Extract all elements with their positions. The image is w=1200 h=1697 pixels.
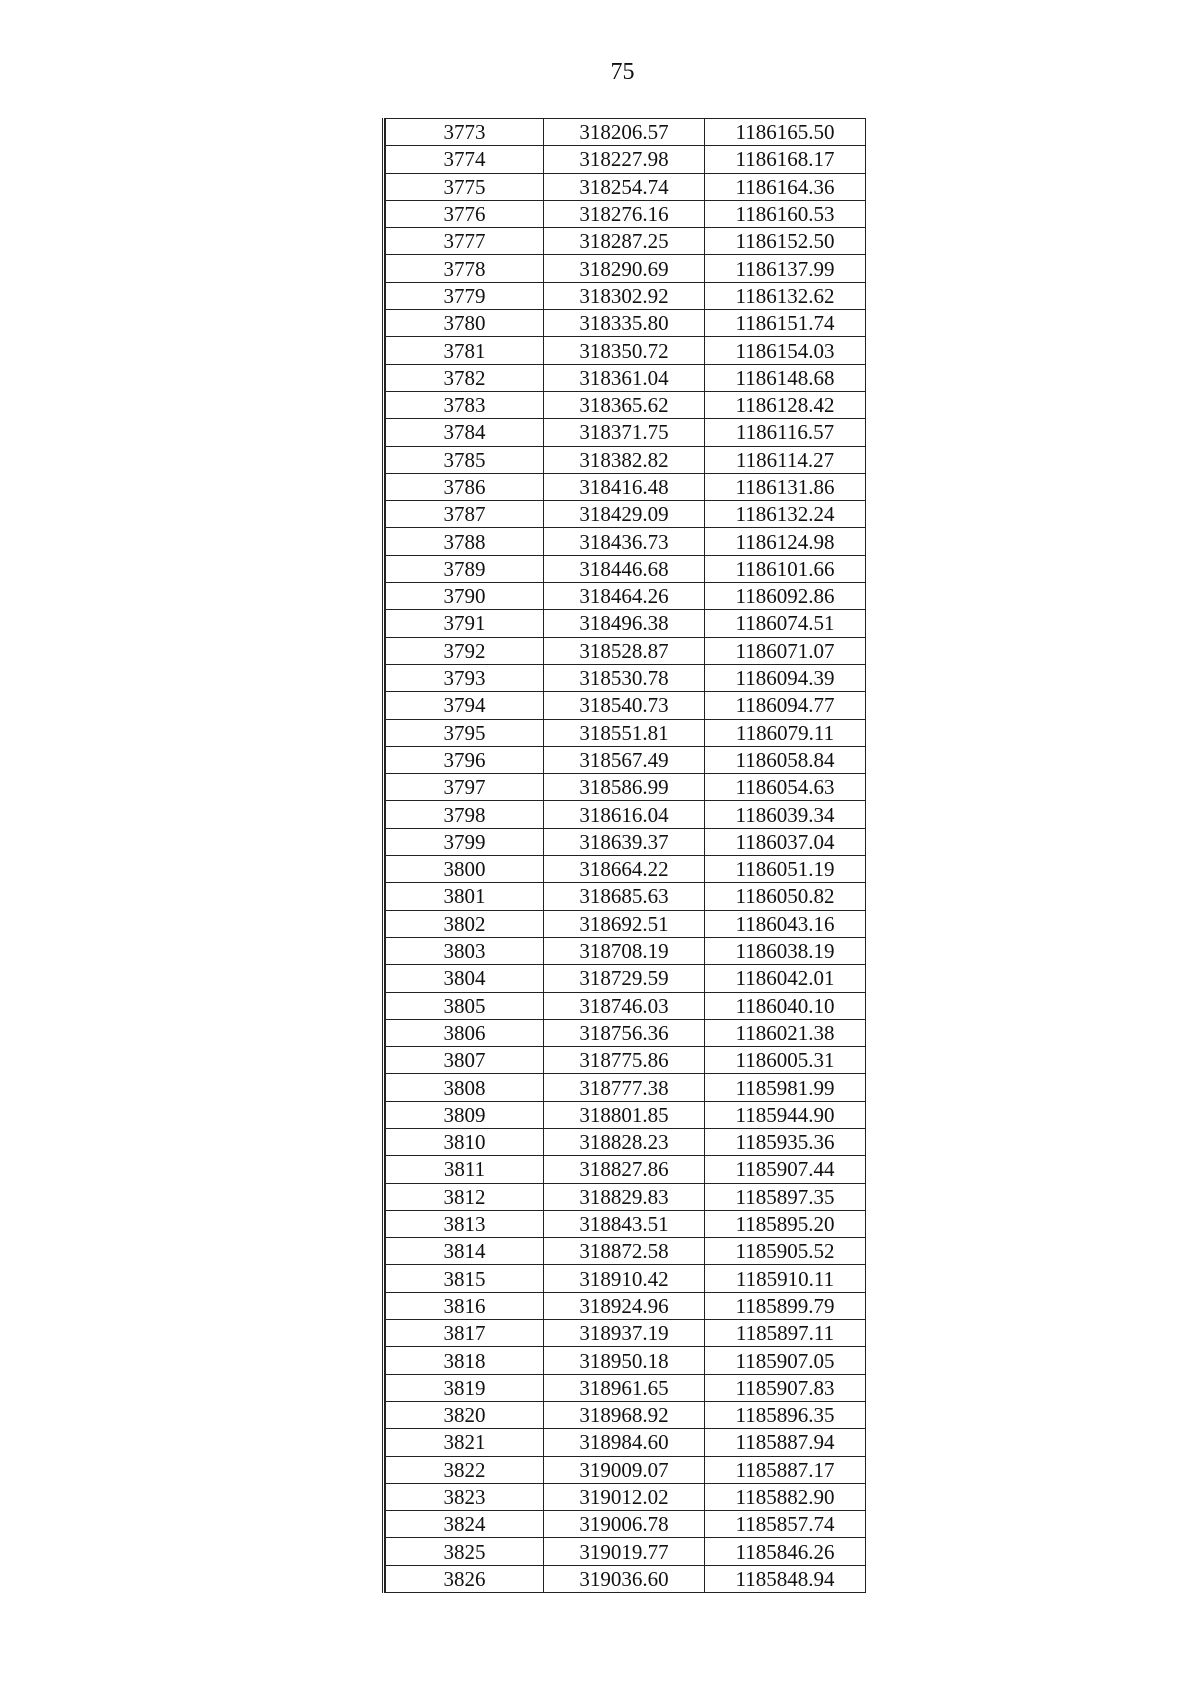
x-coordinate-cell: 318843.51 xyxy=(544,1210,705,1237)
y-coordinate-cell: 1186114.27 xyxy=(705,446,866,473)
y-coordinate-cell: 1186148.68 xyxy=(705,364,866,391)
table-row xyxy=(386,446,866,473)
x-coordinate-cell: 318961.65 xyxy=(544,1374,705,1401)
y-coordinate-cell: 1186152.50 xyxy=(705,228,866,255)
table-row xyxy=(386,1210,866,1237)
x-coordinate-cell: 318950.18 xyxy=(544,1347,705,1374)
x-coordinate-cell: 318496.38 xyxy=(544,610,705,637)
y-coordinate-cell: 1186128.42 xyxy=(705,391,866,418)
x-coordinate-cell: 318756.36 xyxy=(544,1019,705,1046)
point-number-cell: 3814 xyxy=(386,1238,544,1265)
y-coordinate-cell: 1186094.39 xyxy=(705,664,866,691)
table-row xyxy=(386,965,866,992)
point-number-cell: 3819 xyxy=(386,1374,544,1401)
y-coordinate-cell: 1185910.11 xyxy=(705,1265,866,1292)
y-coordinate-cell: 1185897.35 xyxy=(705,1183,866,1210)
y-coordinate-cell: 1186050.82 xyxy=(705,883,866,910)
table-row xyxy=(386,883,866,910)
point-number-cell: 3805 xyxy=(386,992,544,1019)
x-coordinate-cell: 318708.19 xyxy=(544,937,705,964)
table-row xyxy=(386,692,866,719)
table-row xyxy=(386,856,866,883)
y-coordinate-cell: 1185944.90 xyxy=(705,1101,866,1128)
x-coordinate-cell: 318290.69 xyxy=(544,255,705,282)
table-row xyxy=(386,1374,866,1401)
point-number-cell: 3775 xyxy=(386,173,544,200)
table-row xyxy=(386,364,866,391)
point-number-cell: 3779 xyxy=(386,282,544,309)
x-coordinate-cell: 318464.26 xyxy=(544,583,705,610)
point-number-cell: 3785 xyxy=(386,446,544,473)
point-number-cell: 3826 xyxy=(386,1565,544,1592)
point-number-cell: 3821 xyxy=(386,1429,544,1456)
point-number-cell: 3795 xyxy=(386,719,544,746)
point-number-cell: 3786 xyxy=(386,473,544,500)
x-coordinate-cell: 319019.77 xyxy=(544,1538,705,1565)
x-coordinate-cell: 318446.68 xyxy=(544,555,705,582)
x-coordinate-cell: 319036.60 xyxy=(544,1565,705,1592)
x-coordinate-cell: 318365.62 xyxy=(544,391,705,418)
x-coordinate-cell: 319006.78 xyxy=(544,1511,705,1538)
y-coordinate-cell: 1185905.52 xyxy=(705,1238,866,1265)
y-coordinate-cell: 1186054.63 xyxy=(705,774,866,801)
y-coordinate-cell: 1186042.01 xyxy=(705,965,866,992)
point-number-cell: 3774 xyxy=(386,146,544,173)
point-number-cell: 3796 xyxy=(386,746,544,773)
table-row xyxy=(386,774,866,801)
table-row xyxy=(386,310,866,337)
page-number: 75 xyxy=(610,59,635,85)
table-row xyxy=(386,1456,866,1483)
table-row xyxy=(386,501,866,528)
y-coordinate-cell: 1186137.99 xyxy=(705,255,866,282)
y-coordinate-cell: 1185907.44 xyxy=(705,1156,866,1183)
table-row xyxy=(386,828,866,855)
x-coordinate-cell: 318616.04 xyxy=(544,801,705,828)
point-number-cell: 3773 xyxy=(386,119,544,146)
x-coordinate-cell: 318429.09 xyxy=(544,501,705,528)
x-coordinate-cell: 318227.98 xyxy=(544,146,705,173)
point-number-cell: 3810 xyxy=(386,1128,544,1155)
point-number-cell: 3800 xyxy=(386,856,544,883)
table-row xyxy=(386,1128,866,1155)
y-coordinate-cell: 1186094.77 xyxy=(705,692,866,719)
x-coordinate-cell: 318350.72 xyxy=(544,337,705,364)
x-coordinate-cell: 318206.57 xyxy=(544,119,705,146)
table-row xyxy=(386,200,866,227)
y-coordinate-cell: 1185897.11 xyxy=(705,1320,866,1347)
y-coordinate-cell: 1186021.38 xyxy=(705,1019,866,1046)
table-row xyxy=(386,637,866,664)
y-coordinate-cell: 1186132.62 xyxy=(705,282,866,309)
x-coordinate-cell: 318801.85 xyxy=(544,1101,705,1128)
y-coordinate-cell: 1185907.05 xyxy=(705,1347,866,1374)
point-number-cell: 3783 xyxy=(386,391,544,418)
x-coordinate-cell: 318382.82 xyxy=(544,446,705,473)
x-coordinate-cell: 318692.51 xyxy=(544,910,705,937)
x-coordinate-cell: 318910.42 xyxy=(544,1265,705,1292)
point-number-cell: 3790 xyxy=(386,583,544,610)
point-number-cell: 3804 xyxy=(386,965,544,992)
x-coordinate-cell: 318436.73 xyxy=(544,528,705,555)
point-number-cell: 3784 xyxy=(386,419,544,446)
x-coordinate-cell: 318254.74 xyxy=(544,173,705,200)
point-number-cell: 3778 xyxy=(386,255,544,282)
y-coordinate-cell: 1185907.83 xyxy=(705,1374,866,1401)
x-coordinate-cell: 319009.07 xyxy=(544,1456,705,1483)
y-coordinate-cell: 1186039.34 xyxy=(705,801,866,828)
point-number-cell: 3813 xyxy=(386,1210,544,1237)
y-coordinate-cell: 1186154.03 xyxy=(705,337,866,364)
x-coordinate-cell: 318287.25 xyxy=(544,228,705,255)
table-row xyxy=(386,1047,866,1074)
point-number-cell: 3777 xyxy=(386,228,544,255)
point-number-cell: 3822 xyxy=(386,1456,544,1483)
y-coordinate-cell: 1185846.26 xyxy=(705,1538,866,1565)
x-coordinate-cell: 318586.99 xyxy=(544,774,705,801)
point-number-cell: 3820 xyxy=(386,1401,544,1428)
y-coordinate-cell: 1186165.50 xyxy=(705,119,866,146)
table-body xyxy=(386,119,866,1593)
x-coordinate-cell: 318302.92 xyxy=(544,282,705,309)
y-coordinate-cell: 1185857.74 xyxy=(705,1511,866,1538)
table-row xyxy=(386,992,866,1019)
table-row xyxy=(386,337,866,364)
y-coordinate-cell: 1186058.84 xyxy=(705,746,866,773)
point-number-cell: 3816 xyxy=(386,1292,544,1319)
point-number-cell: 3776 xyxy=(386,200,544,227)
point-number-cell: 3802 xyxy=(386,910,544,937)
table-row xyxy=(386,664,866,691)
x-coordinate-cell: 318729.59 xyxy=(544,965,705,992)
point-number-cell: 3801 xyxy=(386,883,544,910)
point-number-cell: 3781 xyxy=(386,337,544,364)
x-coordinate-cell: 318530.78 xyxy=(544,664,705,691)
table-row xyxy=(386,910,866,937)
x-coordinate-cell: 318777.38 xyxy=(544,1074,705,1101)
coordinate-table xyxy=(385,118,866,1593)
point-number-cell: 3806 xyxy=(386,1019,544,1046)
point-number-cell: 3788 xyxy=(386,528,544,555)
y-coordinate-cell: 1186168.17 xyxy=(705,146,866,173)
x-coordinate-cell: 318528.87 xyxy=(544,637,705,664)
point-number-cell: 3807 xyxy=(386,1047,544,1074)
point-number-cell: 3812 xyxy=(386,1183,544,1210)
point-number-cell: 3823 xyxy=(386,1483,544,1510)
table-row xyxy=(386,1265,866,1292)
x-coordinate-cell: 318829.83 xyxy=(544,1183,705,1210)
point-number-cell: 3811 xyxy=(386,1156,544,1183)
table-row xyxy=(386,1238,866,1265)
x-coordinate-cell: 318984.60 xyxy=(544,1429,705,1456)
x-coordinate-cell: 318937.19 xyxy=(544,1320,705,1347)
y-coordinate-cell: 1186132.24 xyxy=(705,501,866,528)
point-number-cell: 3824 xyxy=(386,1511,544,1538)
x-coordinate-cell: 318828.23 xyxy=(544,1128,705,1155)
x-coordinate-cell: 318335.80 xyxy=(544,310,705,337)
y-coordinate-cell: 1185887.17 xyxy=(705,1456,866,1483)
x-coordinate-cell: 318567.49 xyxy=(544,746,705,773)
table-row xyxy=(386,119,866,146)
y-coordinate-cell: 1185899.79 xyxy=(705,1292,866,1319)
x-coordinate-cell: 318540.73 xyxy=(544,692,705,719)
point-number-cell: 3780 xyxy=(386,310,544,337)
x-coordinate-cell: 318276.16 xyxy=(544,200,705,227)
table-row xyxy=(386,528,866,555)
y-coordinate-cell: 1185882.90 xyxy=(705,1483,866,1510)
table-row xyxy=(386,610,866,637)
point-number-cell: 3789 xyxy=(386,555,544,582)
x-coordinate-cell: 318361.04 xyxy=(544,364,705,391)
coordinate-table-wrapper xyxy=(382,118,868,1593)
y-coordinate-cell: 1186164.36 xyxy=(705,173,866,200)
point-number-cell: 3803 xyxy=(386,937,544,964)
table-row xyxy=(386,1101,866,1128)
x-coordinate-cell: 318416.48 xyxy=(544,473,705,500)
point-number-cell: 3818 xyxy=(386,1347,544,1374)
point-number-cell: 3815 xyxy=(386,1265,544,1292)
point-number-cell: 3791 xyxy=(386,610,544,637)
y-coordinate-cell: 1185848.94 xyxy=(705,1565,866,1592)
y-coordinate-cell: 1186116.57 xyxy=(705,419,866,446)
y-coordinate-cell: 1186005.31 xyxy=(705,1047,866,1074)
table-row xyxy=(386,391,866,418)
table-row xyxy=(386,1183,866,1210)
table-row xyxy=(386,1019,866,1046)
point-number-cell: 3817 xyxy=(386,1320,544,1347)
point-number-cell: 3809 xyxy=(386,1101,544,1128)
y-coordinate-cell: 1186151.74 xyxy=(705,310,866,337)
y-coordinate-cell: 1186092.86 xyxy=(705,583,866,610)
x-coordinate-cell: 318775.86 xyxy=(544,1047,705,1074)
x-coordinate-cell: 318872.58 xyxy=(544,1238,705,1265)
y-coordinate-cell: 1186124.98 xyxy=(705,528,866,555)
y-coordinate-cell: 1186040.10 xyxy=(705,992,866,1019)
table-row xyxy=(386,937,866,964)
table-row xyxy=(386,173,866,200)
point-number-cell: 3794 xyxy=(386,692,544,719)
y-coordinate-cell: 1186037.04 xyxy=(705,828,866,855)
point-number-cell: 3792 xyxy=(386,637,544,664)
point-number-cell: 3787 xyxy=(386,501,544,528)
table-row xyxy=(386,1565,866,1592)
table-row xyxy=(386,1074,866,1101)
y-coordinate-cell: 1186079.11 xyxy=(705,719,866,746)
x-coordinate-cell: 319012.02 xyxy=(544,1483,705,1510)
x-coordinate-cell: 318639.37 xyxy=(544,828,705,855)
point-number-cell: 3793 xyxy=(386,664,544,691)
table-row xyxy=(386,719,866,746)
table-row xyxy=(386,1401,866,1428)
x-coordinate-cell: 318371.75 xyxy=(544,419,705,446)
table-row xyxy=(386,282,866,309)
x-coordinate-cell: 318746.03 xyxy=(544,992,705,1019)
table-row xyxy=(386,473,866,500)
y-coordinate-cell: 1185895.20 xyxy=(705,1210,866,1237)
point-number-cell: 3782 xyxy=(386,364,544,391)
y-coordinate-cell: 1186074.51 xyxy=(705,610,866,637)
x-coordinate-cell: 318827.86 xyxy=(544,1156,705,1183)
table-row xyxy=(386,583,866,610)
table-row xyxy=(386,1429,866,1456)
table-row xyxy=(386,555,866,582)
table-row xyxy=(386,1320,866,1347)
point-number-cell: 3798 xyxy=(386,801,544,828)
point-number-cell: 3799 xyxy=(386,828,544,855)
table-row xyxy=(386,1483,866,1510)
table-row xyxy=(386,1347,866,1374)
table-row xyxy=(386,1156,866,1183)
table-row xyxy=(386,419,866,446)
y-coordinate-cell: 1185896.35 xyxy=(705,1401,866,1428)
x-coordinate-cell: 318664.22 xyxy=(544,856,705,883)
point-number-cell: 3797 xyxy=(386,774,544,801)
point-number-cell: 3808 xyxy=(386,1074,544,1101)
y-coordinate-cell: 1186043.16 xyxy=(705,910,866,937)
y-coordinate-cell: 1186131.86 xyxy=(705,473,866,500)
y-coordinate-cell: 1186038.19 xyxy=(705,937,866,964)
point-number-cell: 3825 xyxy=(386,1538,544,1565)
table-row xyxy=(386,746,866,773)
table-row xyxy=(386,146,866,173)
y-coordinate-cell: 1185981.99 xyxy=(705,1074,866,1101)
x-coordinate-cell: 318551.81 xyxy=(544,719,705,746)
y-coordinate-cell: 1185935.36 xyxy=(705,1128,866,1155)
table-row xyxy=(386,1538,866,1565)
y-coordinate-cell: 1186071.07 xyxy=(705,637,866,664)
table-row xyxy=(386,1292,866,1319)
y-coordinate-cell: 1186101.66 xyxy=(705,555,866,582)
y-coordinate-cell: 1186051.19 xyxy=(705,856,866,883)
x-coordinate-cell: 318968.92 xyxy=(544,1401,705,1428)
y-coordinate-cell: 1185887.94 xyxy=(705,1429,866,1456)
table-row xyxy=(386,1511,866,1538)
table-row xyxy=(386,255,866,282)
table-row xyxy=(386,801,866,828)
x-coordinate-cell: 318685.63 xyxy=(544,883,705,910)
y-coordinate-cell: 1186160.53 xyxy=(705,200,866,227)
x-coordinate-cell: 318924.96 xyxy=(544,1292,705,1319)
table-row xyxy=(386,228,866,255)
